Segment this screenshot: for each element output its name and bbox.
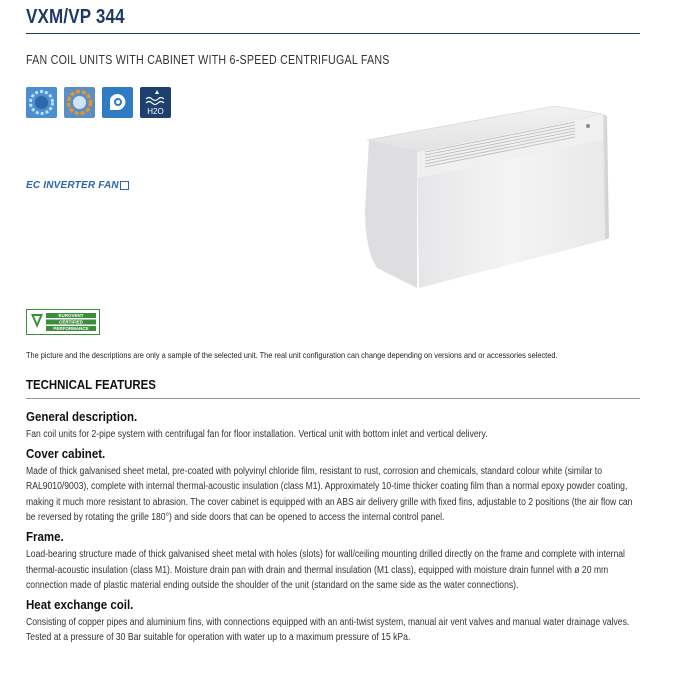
cover-cabinet-heading: Cover cabinet. (26, 446, 106, 461)
heat-exchange-coil-heading: Heat exchange coil. (26, 597, 134, 612)
centrifugal-fan-icon (102, 87, 133, 118)
product-subtitle: FAN COIL UNITS WITH CABINET WITH 6-SPEED CENTRIFUGAL FANS (26, 52, 390, 67)
general-description-text: Fan coil units for 2-pipe system with centrifugal fan for floor installation. Vertical unit with bottom inlet and vertical delivery. (26, 429, 488, 440)
frame-text: Load-bearing structure made of thick galvanised sheet metal with holes (slots) for wall/ceiling mounting drilled directly on the frame and complete with internal thermal-acoustic insulation (class M1). Moisture drain pan with drain and thermal insulation (M1 class), equipped with moisture drain funnel with ø 20 mm connection made of plastic material ending outside the shoulder of the unit (standard on the same side as the water connections). (26, 548, 625, 592)
fan-speed-orange-icon (64, 87, 95, 118)
ec-logo-icon (120, 181, 129, 190)
product-image (355, 100, 615, 300)
technical-features-content (26, 410, 640, 650)
eurovent-line-3: PERFORMANCE (53, 326, 89, 332)
svg-text:H2O: H2O (147, 107, 164, 116)
eurovent-certified-logo (26, 309, 100, 335)
title-divider (26, 33, 640, 34)
section-divider (26, 398, 640, 399)
ec-inverter-fan-badge (26, 180, 129, 191)
heat-exchange-coil-text: Consisting of copper pipes and aluminium fins, with connections equipped with an anti-twist system, manual air vent valves and manual water drainage valves. Tested at a pressure of 30 Bar suitable for operation with water up to a maximum pressure of 15 kPa. (26, 616, 630, 644)
frame-heading: Frame. (26, 529, 64, 544)
page-title: VXM/VP 344 (26, 6, 125, 28)
fan-speed-icon (26, 87, 57, 118)
disclaimer-text: The picture and the descriptions are only a sample of the selected unit. The real unit configuration can change depending on versions and or accessories selected. (26, 350, 558, 360)
ec-inverter-fan-label: EC INVERTER FAN (26, 180, 119, 191)
technical-features-title: TECHNICAL FEATURES (26, 377, 156, 392)
water-h2o-icon (140, 87, 171, 118)
cover-cabinet-text: Made of thick galvanised sheet metal, pre-coated with polyvinyl chloride film, resistant to rust, corrosion and chemicals, standard colour white (similar to RAL9010/9003), complete with internal thermal-acoustic insulation (class M1). Approximately 10-time thicker coating film than a normal epoxy powder coating, making it much more resistant to abrasion. The cover cabinet is equipped with an ABS air delivery grille with fixed fins, adjustable to 2 positions (the air flow can be reversed by rotating the grille 180°) and side doors that can be opened to access the internal control panel. (26, 465, 633, 524)
general-description-heading: General description. (26, 410, 138, 424)
feature-icons (26, 87, 171, 118)
eurovent-line-1: EUROVENT (58, 313, 84, 319)
eurovent-line-2: CERTIFIED (59, 319, 83, 325)
